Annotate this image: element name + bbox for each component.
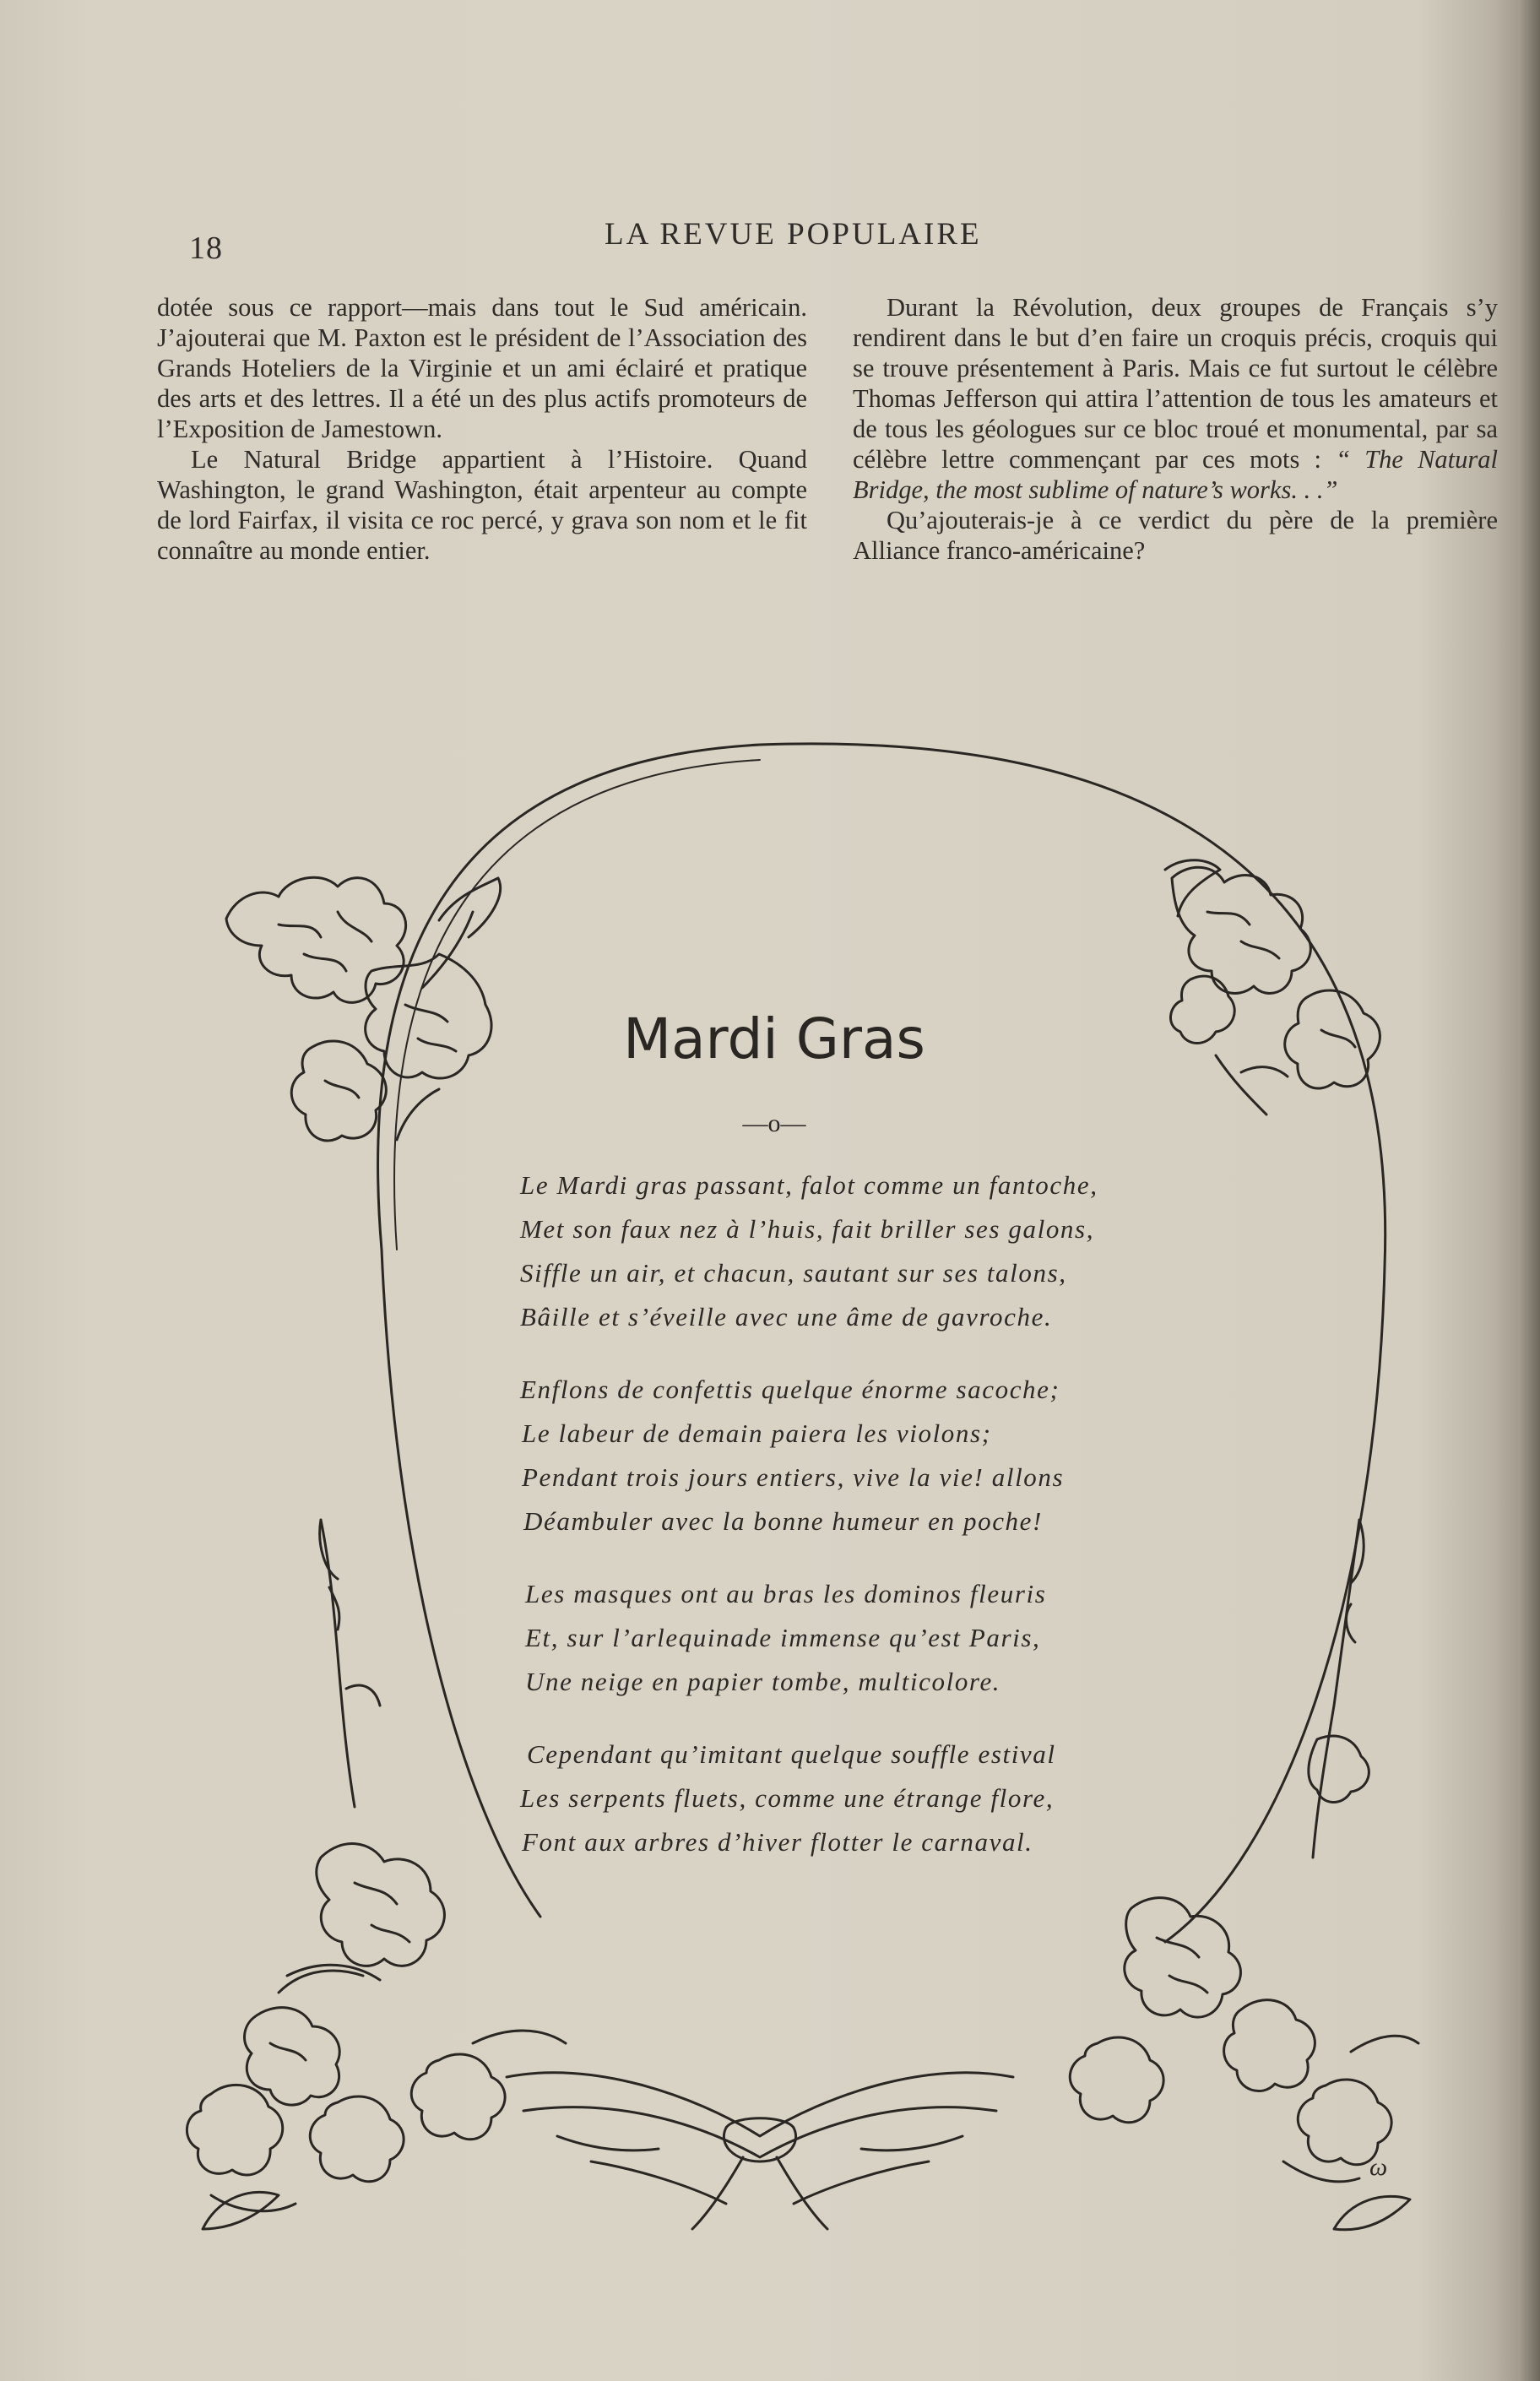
running-title: LA REVUE POPULAIRE [605, 217, 982, 252]
poem-stanza-1 [517, 1163, 1209, 1339]
poem-title: Mardi Gras [623, 1006, 925, 1071]
poem-line: Pendant trois jours entiers, vive la vie! allons [522, 1462, 1065, 1492]
poem-stanza-3 [517, 1572, 1209, 1704]
right-paragraph-2: Qu’ajouterais-je à ce verdict du père de la première Alliance franco-américaine? [853, 506, 1498, 565]
ribbon-bow-bottom [507, 2073, 1013, 2229]
poem-line: Le Mardi gras passant, falot comme un fantoche, [520, 1170, 1098, 1200]
poem-stanza-2 [517, 1368, 1209, 1543]
artist-signature: ω [1369, 2153, 1388, 2181]
poem-line: Siffle un air, et chacun, sautant sur ses talons, [520, 1258, 1067, 1288]
poem-line: Déambuler avec la bonne humeur en poche! [523, 1506, 1043, 1536]
poem-line: Le labeur de demain paiera les violons; [522, 1418, 992, 1448]
leaf-flourish-bottom-right [1334, 2196, 1410, 2229]
flower-cluster-top-right [1165, 860, 1380, 1115]
left-paragraph-1: dotée sous ce rapport—mais dans tout le Sud américain. J’ajouterai que M. Paxton est le président de l’Association des Grands Hoteliers de la Virginie et un ami éclairé et pratique des arts et des lettres. Il a été un des plus actifs promoteurs de l’Exposition de Jamestown. [157, 293, 807, 443]
right-paragraph-1-text: Durant la Révolution, deux groupes de Français s’y rendirent dans le but d’en faire un croquis précis, croquis qui se trouve présentement à Paris. Mais ce fut surtout le célèbre Thomas Jefferson qui attira l’attention de tous les amateurs et de tous les géologues sur ce bloc troué et monumental, par sa célèbre lettre commençant par ces mots : [853, 293, 1498, 474]
poem-divider: —o— [742, 1109, 806, 1137]
poem-line: Font aux arbres d’hiver flotter le carnaval. [522, 1827, 1033, 1857]
flower-cluster-bottom-left [187, 1844, 566, 2211]
flower-cluster-bottom-right [1070, 1898, 1418, 2182]
poem-line: Cependant qu’imitant quelque souffle estival [527, 1739, 1056, 1769]
poem-line: Les masques ont au bras les dominos fleuris [525, 1579, 1047, 1608]
poem-line: Les serpents fluets, comme une étrange flore, [520, 1783, 1055, 1813]
jefferson-quote: “ The Natural Bridge, the most sublime of nature’s works. . .” [853, 445, 1498, 504]
page-number: 18 [189, 231, 223, 266]
stem-left [320, 1520, 380, 1807]
stem-right [1309, 1520, 1369, 1858]
poem-line: Enflons de confettis quelque énorme sacoche; [520, 1375, 1060, 1404]
poem-line: Et, sur l’arlequinade immense qu’est Paris, [525, 1623, 1041, 1652]
poem-line: Une neige en papier tombe, multicolore. [525, 1667, 1001, 1696]
poem-body [517, 1163, 1209, 1893]
poem-line: Met son faux nez à l’huis, fait briller ses galons, [520, 1214, 1095, 1244]
poem-stanza-4 [517, 1733, 1209, 1864]
left-paragraph-2: Le Natural Bridge appartient à l’Histoire. Quand Washington, le grand Washington, était arpenteur au compte de lord Fairfax, il visita ce roc percé, y grava son nom et le fit connaître au monde entier. [157, 445, 807, 565]
poem-line: Bâille et s’éveille avec une âme de gavroche. [520, 1302, 1053, 1332]
